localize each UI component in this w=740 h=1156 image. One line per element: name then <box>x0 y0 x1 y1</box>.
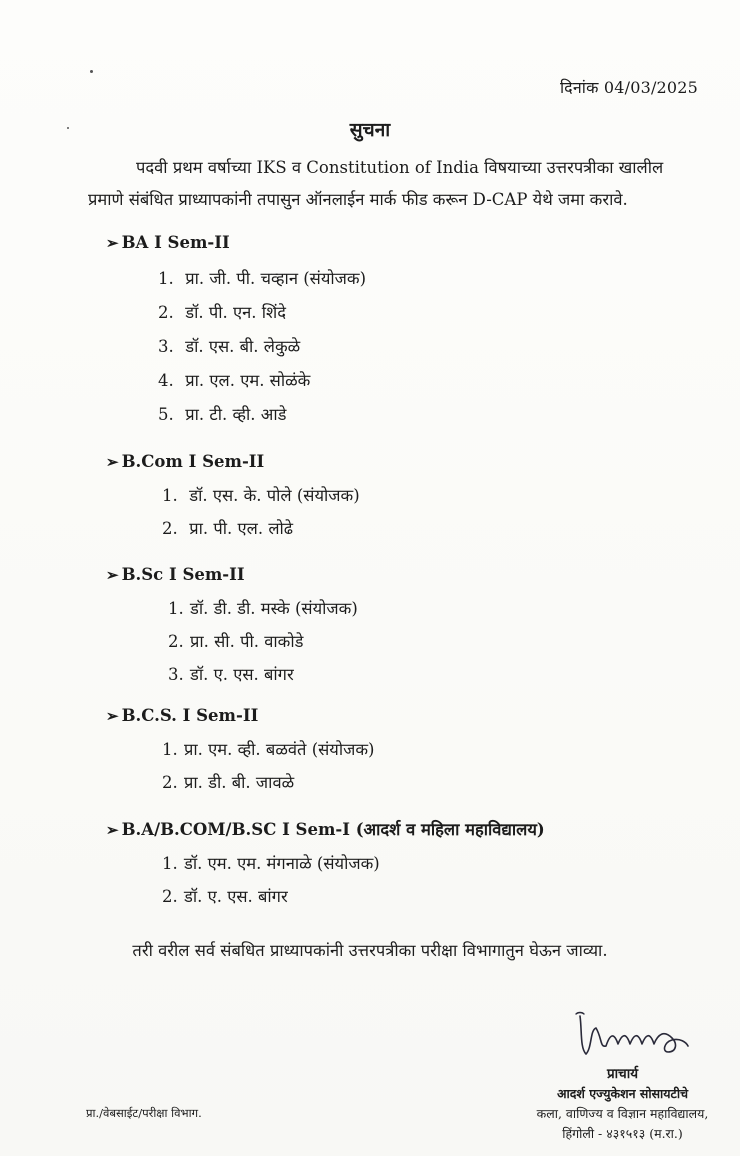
member-name: डॉ. ए. एस. बांगर <box>190 665 294 684</box>
item-number: 5. <box>158 405 174 424</box>
section-bcs-sem-2 <box>106 703 375 799</box>
section-ba-sem-2 <box>106 230 366 432</box>
section-title-text: BA I Sem-II <box>121 233 230 252</box>
notice-date: दिनांक 04/03/2025 <box>560 78 699 97</box>
member-list <box>162 733 375 799</box>
section-title-text: B.C.S. I Sem-II <box>121 706 259 725</box>
arrow-bullet-icon: ➢ <box>106 821 119 839</box>
item-number: 1. <box>162 854 178 873</box>
member-name: प्रा. सी. पी. वाकोडे <box>190 632 304 651</box>
list-item <box>162 512 360 545</box>
item-number: 2. <box>162 773 178 792</box>
member-name: डॉ. एस. के. पोले (संयोजक) <box>189 486 360 505</box>
item-number: 1. <box>158 269 174 288</box>
section-title-text: B.A/B.COM/B.SC I Sem-I (आदर्श व महिला महाविद्यालय) <box>121 820 545 839</box>
section-title <box>106 449 360 475</box>
section-bcom-sem-2 <box>106 449 360 545</box>
notice-intro <box>88 152 698 216</box>
item-number: 2. <box>162 519 178 538</box>
section-title-text: B.Com I Sem-II <box>121 452 265 471</box>
notice-heading: सुचना <box>349 119 391 141</box>
footer-reference: प्रा./वेबसाईट/परीक्षा विभाग. <box>86 1106 202 1120</box>
list-item <box>162 733 375 766</box>
member-list <box>162 847 545 913</box>
item-number: 1. <box>162 740 178 759</box>
item-number: 3. <box>168 665 184 684</box>
list-item <box>162 847 545 880</box>
closing-instruction: तरी वरील सर्व संबधित प्राध्यापकांनी उत्तरपत्रीका परीक्षा विभागातुन घेऊन जाव्या. <box>132 941 608 960</box>
section-title <box>106 703 375 729</box>
signatory-role: प्राचार्य <box>606 1066 639 1082</box>
arrow-bullet-icon: ➢ <box>106 234 119 252</box>
member-name: डॉ. डी. डी. मस्के (संयोजक) <box>190 599 358 618</box>
item-number: 2. <box>162 887 178 906</box>
item-number: 4. <box>158 371 174 390</box>
signatory-organisation: आदर्श एज्युकेशन सोसायटीचे <box>556 1086 689 1101</box>
signatory-place: हिंगोली - ४३१५१३ (म.रा.) <box>562 1126 683 1141</box>
member-name: प्रा. डी. बी. जावळे <box>184 773 295 792</box>
arrow-bullet-icon: ➢ <box>106 566 119 584</box>
list-item <box>158 330 366 364</box>
member-name: प्रा. पी. एल. लोढे <box>189 519 294 538</box>
member-name: डॉ. ए. एस. बांगर <box>184 887 288 906</box>
member-name: डॉ. एम. एम. मंगनाळे (संयोजक) <box>184 854 380 873</box>
member-name: प्रा. एम. व्ही. बळवंते (संयोजक) <box>184 740 375 759</box>
member-name: डॉ. पी. एन. शिंदे <box>185 303 287 322</box>
intro-line-2: प्रमाणे संबंधित प्राध्यापकांनी तपासुन ऑनलाईन मार्क फीड करून D-CAP येथे जमा करावे. <box>88 190 628 209</box>
signatory-college: कला, वाणिज्य व विज्ञान महाविद्यालय, <box>536 1106 709 1121</box>
intro-line-1: पदवी प्रथम वर्षाच्या IKS व Constitution of India विषयाच्या उत्तरपत्रीका खालील <box>136 158 664 177</box>
item-number: 3. <box>158 337 174 356</box>
member-list <box>162 479 360 545</box>
member-name: डॉ. एस. बी. लेकुळे <box>185 337 301 356</box>
member-name: प्रा. एल. एम. सोळंके <box>185 371 311 390</box>
member-list <box>168 592 358 691</box>
list-item <box>162 766 375 799</box>
list-item <box>158 262 366 296</box>
arrow-bullet-icon: ➢ <box>106 453 119 471</box>
list-item <box>158 398 366 432</box>
section-title <box>106 562 358 588</box>
section-combined-sem-1 <box>106 817 545 913</box>
signatory-block <box>520 1064 725 1144</box>
paper-speck <box>90 70 93 73</box>
member-name: प्रा. टी. व्ही. आडे <box>185 405 287 424</box>
arrow-bullet-icon: ➢ <box>106 707 119 725</box>
section-title-text: B.Sc I Sem-II <box>121 565 245 584</box>
member-list <box>158 262 366 432</box>
item-number: 2. <box>168 632 184 651</box>
list-item <box>162 880 545 913</box>
list-item <box>168 592 358 625</box>
member-name: प्रा. जी. पी. चव्हान (संयोजक) <box>185 269 367 288</box>
item-number: 1. <box>162 486 178 505</box>
item-number: 2. <box>158 303 174 322</box>
list-item <box>168 658 358 691</box>
handwritten-signature <box>572 1008 692 1066</box>
section-title <box>106 817 545 843</box>
list-item <box>162 479 360 512</box>
list-item <box>158 364 366 398</box>
list-item <box>158 296 366 330</box>
item-number: 1. <box>168 599 184 618</box>
list-item <box>168 625 358 658</box>
section-title <box>106 230 366 256</box>
section-bsc-sem-2 <box>106 562 358 691</box>
